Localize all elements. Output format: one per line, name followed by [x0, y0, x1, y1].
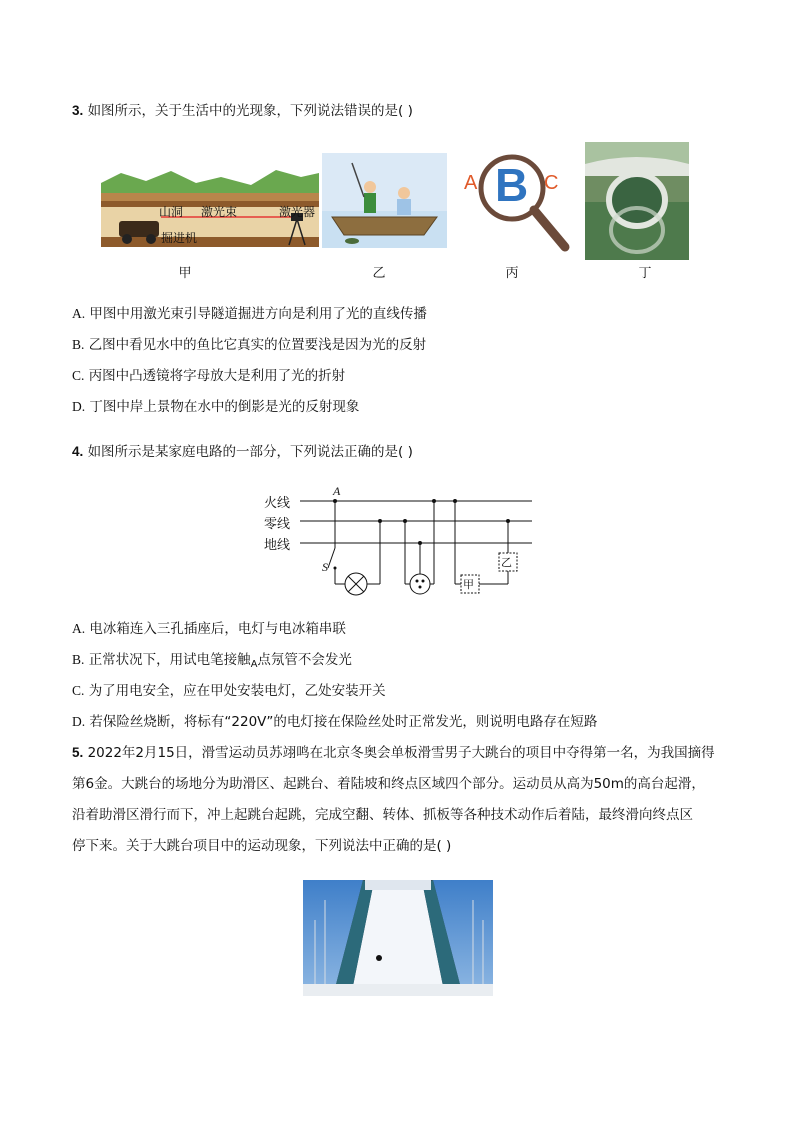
wire-label-ground: 地线: [264, 538, 291, 553]
big-air-ramp-illustration: [303, 880, 493, 996]
q3-caption-bing: 丙: [505, 266, 519, 281]
q3-option-c: [72, 366, 345, 386]
q5-text-3: 沿着助滑区滑行而下，冲上起跳台起跳，完成空翻、转体、抓板等各种技术动作后着陆，最终滑向终点区: [72, 807, 693, 823]
q4-stem-line: [72, 442, 413, 462]
option-letter: B.: [72, 337, 85, 352]
option-letter: D.: [72, 399, 86, 414]
q3-caption-ding: 丁: [638, 266, 652, 281]
wire-label-live: 火线: [264, 496, 291, 511]
option-text: 正常状况下，用试电笔接触: [88, 652, 251, 668]
option-letter: D.: [72, 714, 86, 729]
household-circuit-svg: [262, 484, 537, 600]
option-text: 乙图中看见水中的鱼比它真实的位置要浅是因为光的反射: [88, 337, 427, 353]
q3-stem: 如图所示，关于生活中的光现象，下列说法错误的是( ): [87, 103, 413, 119]
point-a-label: A: [333, 484, 341, 498]
option-letter: C.: [72, 368, 85, 383]
q3-option-a: [72, 304, 427, 324]
q5-line-1: [72, 743, 715, 763]
q5-text-1: 2022年2月15日，滑雪运动员苏翊鸣在北京冬奥会单板滑雪男子大跳台的项目中夺得第一名，为我国摘得: [87, 745, 715, 761]
jia-label-cave: 山洞: [159, 205, 184, 219]
q5-number: 5.: [72, 745, 84, 760]
option-text: 为了用电安全，应在甲处安装电灯，乙处安装开关: [88, 683, 386, 699]
box-yi-label: 乙: [501, 556, 512, 569]
option-letter: A.: [72, 306, 86, 321]
q4-stem: 如图所示是某家庭电路的一部分，下列说法正确的是( ): [87, 444, 413, 460]
bing-letter-a: A: [464, 172, 478, 194]
switch-s-label: S: [322, 560, 328, 574]
option-text: 点氖管不会发光: [257, 652, 352, 668]
q3-option-b: [72, 335, 426, 355]
jia-label-tunneler: 掘进机: [161, 231, 198, 245]
q4-circuit-diagram: [262, 484, 537, 600]
q5-ski-jump-photo: [303, 880, 493, 996]
arch-bridge-reflection-photo: [585, 142, 689, 260]
q4-option-d: [72, 712, 597, 732]
jia-label-laser-beam: 激光束: [201, 205, 238, 219]
q5-line-4: [72, 836, 451, 856]
option-text: 丙图中凸透镜将字母放大是利用了光的折射: [88, 368, 346, 384]
q5-text-4: 停下来。关于大跳台项目中的运动现象，下列说法中正确的是( ): [72, 838, 452, 854]
q4-option-b: [72, 650, 352, 675]
option-letter: A.: [72, 621, 86, 636]
q3-option-d: [72, 397, 359, 417]
option-letter: B.: [72, 652, 85, 667]
q3-caption-yi: 乙: [372, 266, 386, 281]
q4-option-a: [72, 619, 346, 639]
q3-number: 3.: [72, 103, 84, 118]
bing-letter-c: C: [544, 172, 559, 194]
q3-image-jia: [101, 165, 319, 247]
option-text: 丁图中岸上景物在水中的倒影是光的反射现象: [89, 399, 360, 415]
option-text: 甲图中用激光束引导隧道掘进方向是利用了光的直线传播: [89, 306, 427, 322]
fishing-boat-illustration: [322, 153, 447, 248]
q3-caption-jia: 甲: [178, 266, 192, 281]
jia-label-laser: 激光器: [279, 205, 316, 219]
q3-image-yi: [322, 153, 447, 248]
q3-image-bing: [460, 144, 575, 259]
box-jia-label: 甲: [463, 578, 474, 591]
q3-image-ding: [585, 142, 689, 260]
q3-stem-line: [72, 101, 413, 121]
q5-line-3: [72, 805, 693, 825]
option-text: 若保险丝烧断，将标有“220V”的电灯接在保险丝处时正常发光，则说明电路存在短路: [89, 714, 598, 730]
q5-text-2: 第6金。大跳台的场地分为助滑区、起跳台、着陆坡和终点区域四个部分。运动员从高为50m的高台起滑，: [72, 776, 705, 792]
option-text: 电冰箱连入三孔插座后，电灯与电冰箱串联: [89, 621, 346, 637]
q4-option-c: [72, 681, 386, 701]
q4-number: 4.: [72, 444, 84, 459]
q5-line-2: [72, 774, 705, 794]
wire-label-neutral: 零线: [264, 517, 291, 532]
bing-letter-b: B: [495, 159, 529, 211]
option-point-a: A: [250, 659, 258, 670]
option-letter: C.: [72, 683, 85, 698]
